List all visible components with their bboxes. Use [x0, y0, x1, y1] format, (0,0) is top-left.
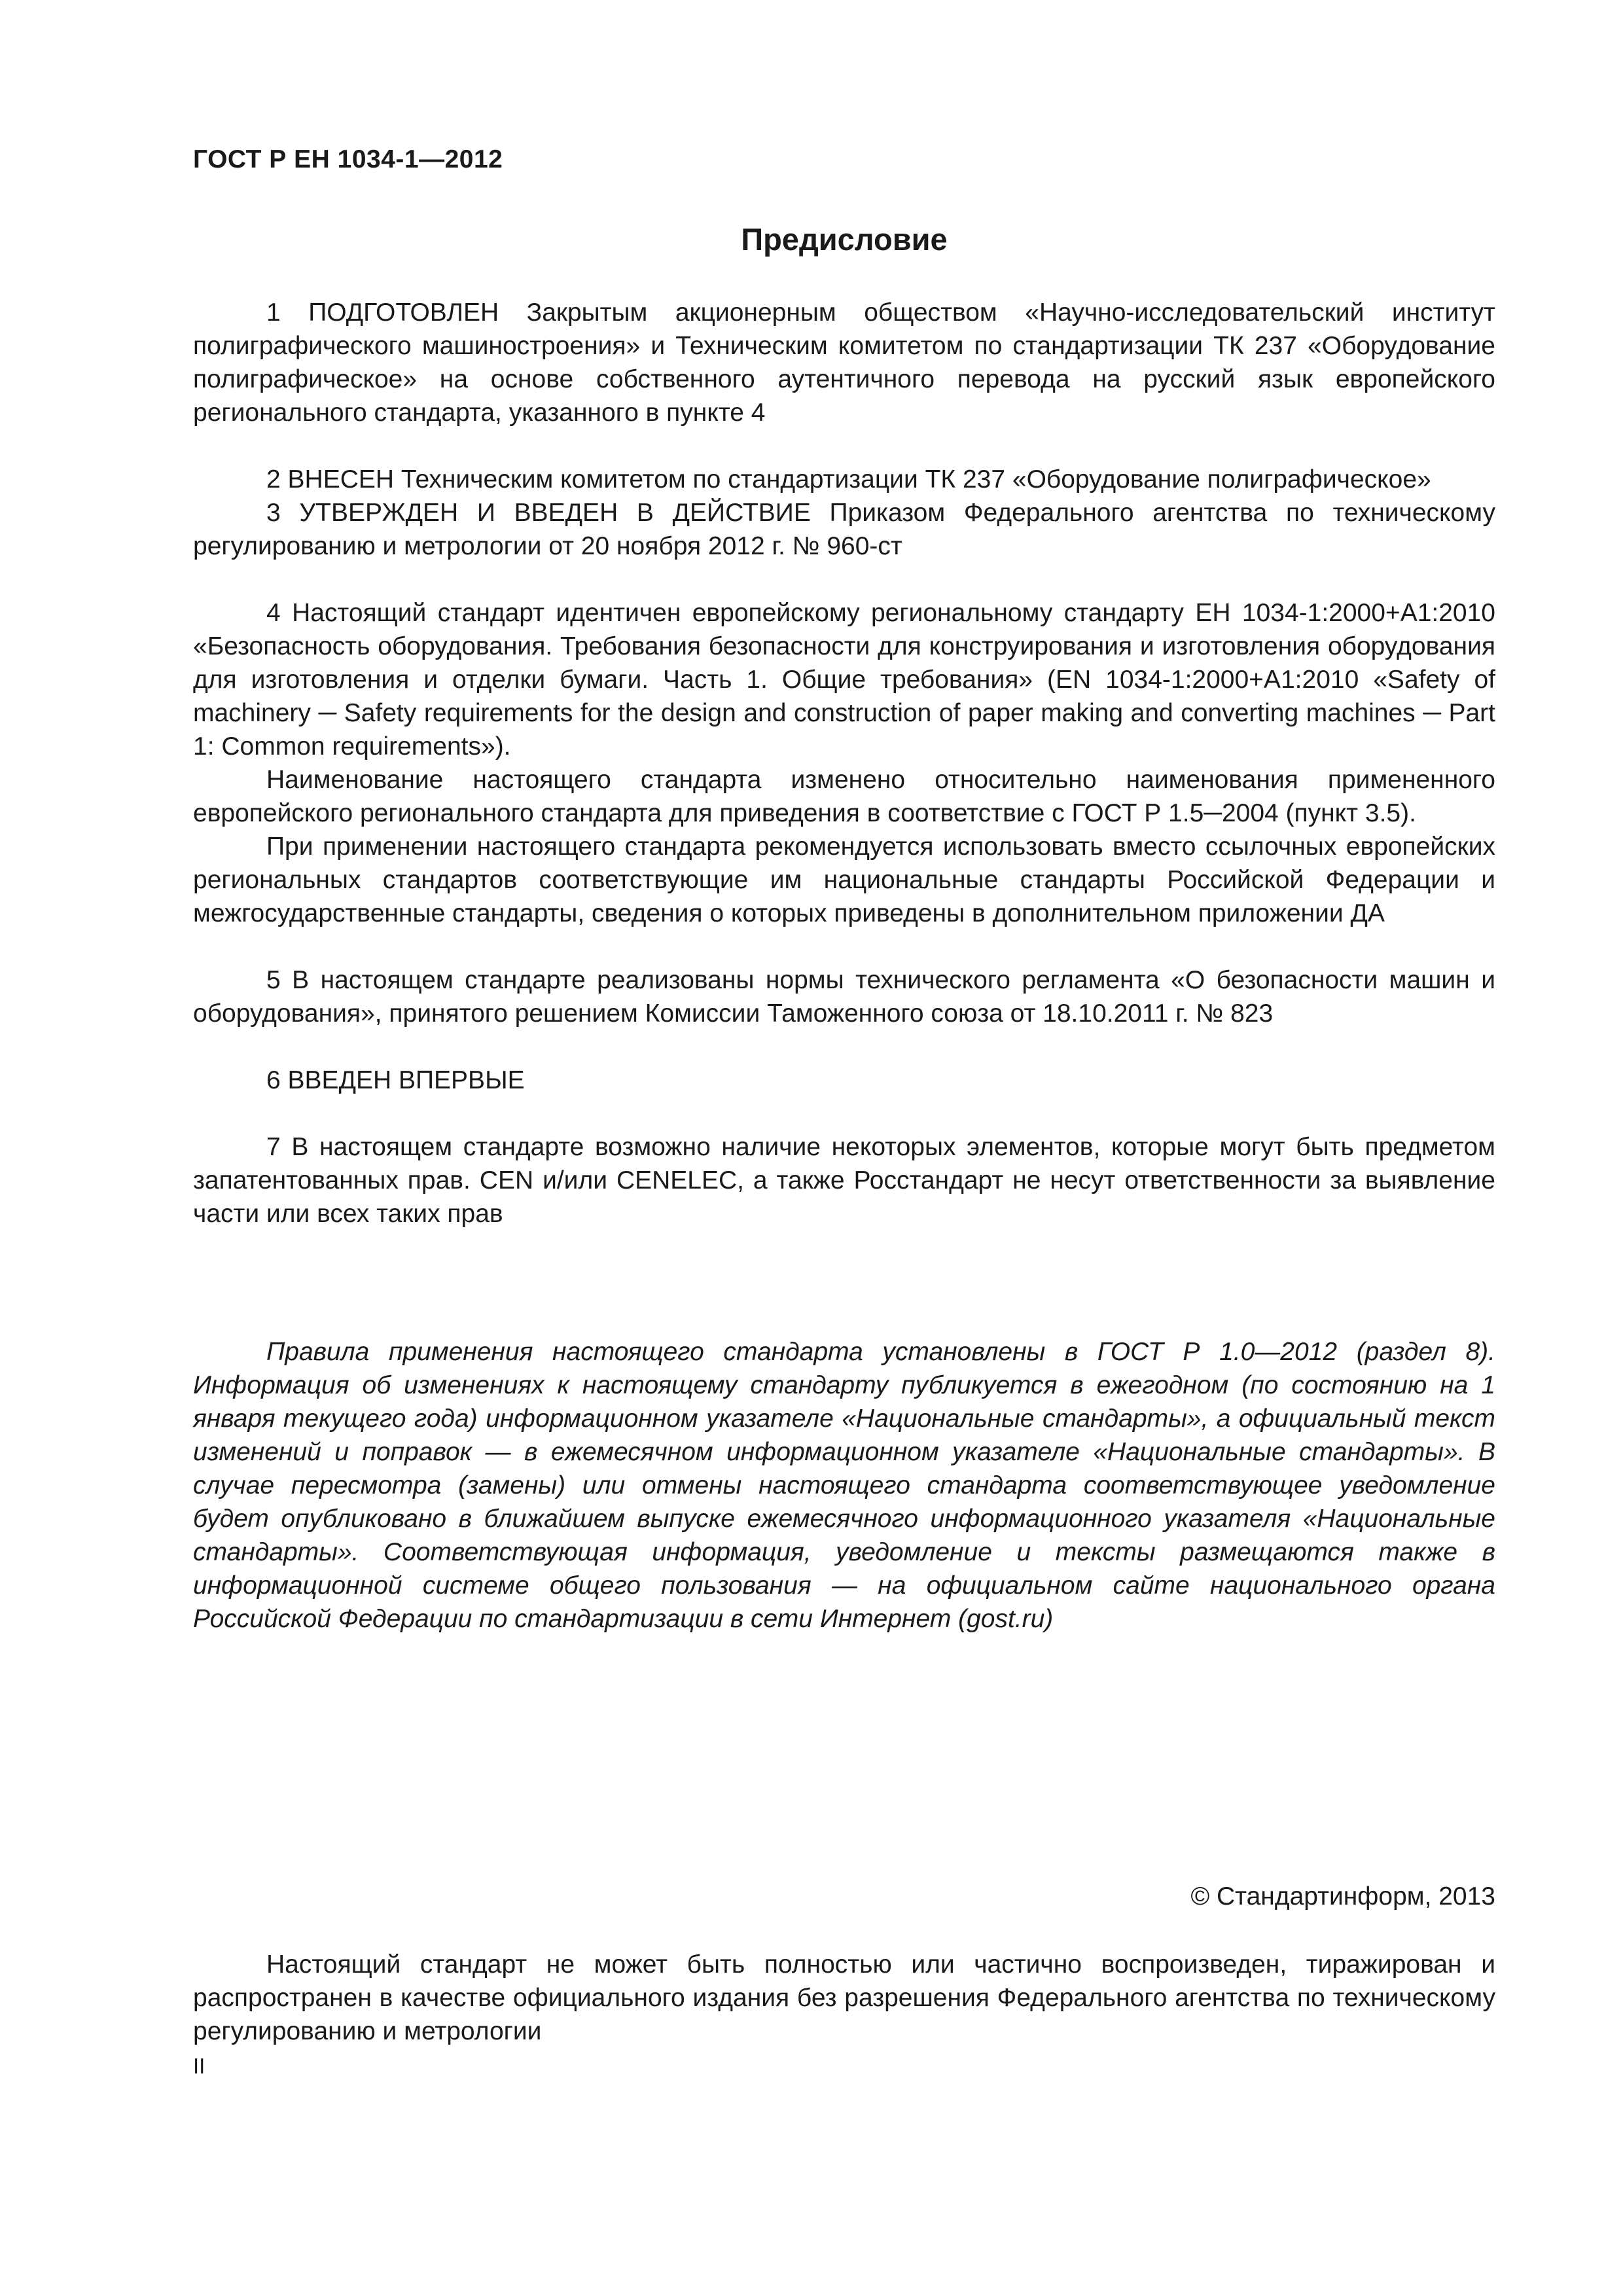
- copyright-line: © Стандартинформ, 2013: [1190, 1882, 1495, 1910]
- preface-item-2: 2 ВНЕСЕН Техническим комитетом по стандартизации ТК 237 «Оборудование полиграфическое»: [266, 465, 1431, 493]
- preface-item-5: 5 В настоящем стандарте реализованы нормы технического регламента «О безопасности машин и оборудования», принятого решением Комиссии Таможенного союза от 18.10.2011 г. № 823: [193, 966, 1495, 1028]
- page-title: Предисловие: [741, 222, 948, 257]
- preface-body: [193, 296, 1495, 1230]
- application-rules-notice: [193, 1335, 1495, 1636]
- preface-item-4-reference-note: При применении настоящего стандарта рекомендуется использовать вместо ссылочных европейских региональных стандартов соответствующие им национальные стандарты Российской Федерации и межгосударственные стандарты, сведения о которых приведены в дополнительном приложении ДА: [193, 833, 1495, 927]
- preface-item-4: 4 Настоящий стандарт идентичен европейскому региональному стандарту ЕН 1034-1:2000+А1:2010 «Безопасность оборудования. Требования безопасности для конструирования и изготовления оборудования для изготовления и отделки бумаги. Часть 1. Общие требования» (EN 1034-1:2000+А1:2010 «Safety of machinery ─ Safety requirements for the design and construction of paper making and converting machines ─ Part 1: Common requirements»).: [193, 599, 1495, 761]
- preface-item-7: 7 В настоящем стандарте возможно наличие некоторых элементов, которые могут быть предметом запатентованных прав. CEN и/или CENELEC, а также Росстандарт не несут ответственности за выявление части или всех таких прав: [193, 1133, 1495, 1228]
- document-page: [193, 0, 1495, 2296]
- preface-item-4-name-note: Наименование настоящего стандарта изменено относительно наименования примененного европейского регионального стандарта для приведения в соответствие с ГОСТ Р 1.5─2004 (пункт 3.5).: [193, 766, 1495, 827]
- preface-item-1: 1 ПОДГОТОВЛЕН Закрытым акционерным обществом «Научно-исследовательский институт полиграфического машиностроения» и Техническим комитетом по стандартизации ТК 237 «Оборудование полиграфическое» на основе собственного аутентичного перевода на русский язык европейского регионального стандарта, указанного в пункте 4: [193, 298, 1495, 427]
- page-number: II: [193, 2054, 205, 2078]
- document-code-header: ГОСТ Р ЕН 1034-1—2012: [193, 145, 503, 173]
- notice-text: Правила применения настоящего стандарта установлены в ГОСТ Р 1.0—2012 (раздел 8). Информация об изменениях к настоящему стандарту публикуется в ежегодном (по состоянию на 1 января текущего года) информационном указателе «Национальные стандарты», а официальный текст изменений и поправок — в ежемесячном информационном указателе «Национальные стандарты». В случае пересмотра (замены) или отмены настоящего стандарта соответствующее уведомление будет опубликовано в ближайшем выпуске ежемесячного информационного указателя «Национальные стандарты». Соответствующая информация, уведомление и тексты размещаются также в информационной системе общего пользования — на официальном сайте национального органа Российской Федерации по стандартизации в сети Интернет (gost.ru): [193, 1338, 1495, 1633]
- legal-text: Настоящий стандарт не может быть полностью или частично воспроизведен, тиражирован и распространен в качестве официального издания без разрешения Федерального агентства по техническому регулированию и метрологии: [193, 1950, 1495, 2045]
- preface-item-3: 3 УТВЕРЖДЕН И ВВЕДЕН В ДЕЙСТВИЕ Приказом Федерального агентства по техническому регулированию и метрологии от 20 ноября 2012 г. № 960-ст: [193, 499, 1495, 560]
- legal-notice: [193, 1948, 1495, 2048]
- preface-item-6: 6 ВВЕДЕН ВПЕРВЫЕ: [266, 1066, 525, 1094]
